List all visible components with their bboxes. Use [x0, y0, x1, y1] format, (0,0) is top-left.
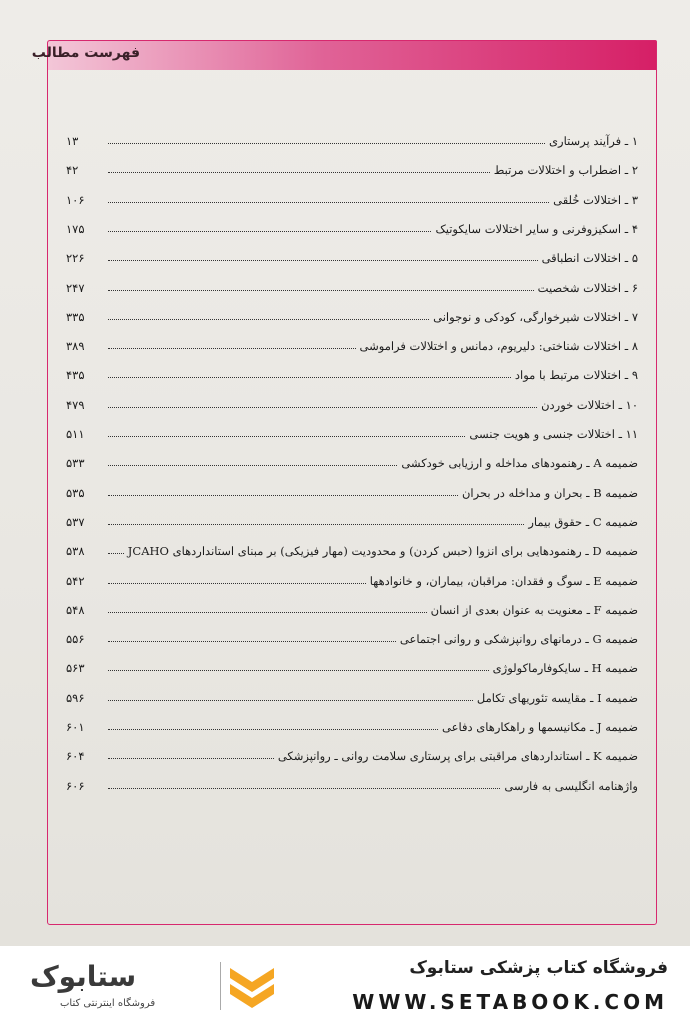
toc-row — [66, 712, 638, 734]
toc-leader-dots — [108, 641, 396, 642]
toc-leader-dots — [108, 758, 274, 759]
toc-page-number: ۴۷۹ — [66, 397, 85, 412]
toc-title: ۷ ـ اختلالات شیرخوارگی، کودکی و نوجوانی — [433, 309, 638, 324]
toc-leader-dots — [108, 612, 427, 613]
toc-page-number: ۳۳۵ — [66, 309, 85, 324]
toc-leader-dots — [108, 553, 124, 554]
toc-row — [66, 419, 638, 441]
toc-leader-dots — [108, 436, 465, 437]
toc-title: ۹ ـ اختلالات مرتبط با مواد — [514, 368, 638, 383]
toc-leader-dots — [108, 524, 524, 525]
toc-title: ۵ ـ اختلالات انطباقی — [541, 251, 638, 266]
toc-title: ضمیمه K ـ استانداردهای مراقبتی برای پرستاری سلامت روانی ـ روانپزشکی — [277, 749, 638, 764]
toc-row — [66, 741, 638, 763]
toc-page-number: ۵۶۳ — [66, 661, 85, 676]
toc-leader-dots — [108, 495, 458, 496]
toc-leader-dots — [108, 319, 429, 320]
toc-leader-dots — [108, 231, 431, 232]
toc-row — [66, 155, 638, 177]
toc-row — [66, 448, 638, 470]
toc-row — [66, 243, 638, 265]
logo-tagline: فروشگاه اینترنتی کتاب — [60, 998, 156, 1009]
toc-page-number: ۶۰۴ — [66, 749, 85, 764]
toc-title: ۳ ـ اختلالات خُلقی — [553, 192, 638, 207]
toc-title: ضمیمه J ـ مکانیسمها و راهکارهای دفاعی — [442, 720, 638, 734]
toc-row — [66, 302, 638, 324]
toc-page-number: ۴۲ — [66, 163, 79, 178]
toc-row — [66, 478, 638, 500]
toc-page-number: ۲۲۶ — [66, 251, 85, 266]
toc-title: ضمیمه D ـ رهنمودهایی برای انزوا (حبس کردن) و محدودیت (مهار فیزیکی) بر مبنای استانداردهای JCAHO — [127, 544, 638, 559]
store-name: فروشگاه کتاب پزشکی ستابوک — [409, 958, 668, 978]
toc-row — [66, 771, 638, 793]
page-title: فهرست مطالب — [31, 45, 140, 61]
toc-row — [66, 566, 638, 588]
toc-page-number: ۵۵۶ — [66, 632, 85, 647]
toc-title: ضمیمه A ـ رهنمودهای مداخله و ارزیابی خودکشی — [401, 456, 638, 471]
toc-leader-dots — [108, 583, 366, 584]
toc-title: ضمیمه F ـ معنویت به عنوان بعدی از انسان — [430, 602, 638, 617]
toc-leader-dots — [108, 348, 356, 349]
toc-page-number: ۵۹۶ — [66, 690, 85, 705]
toc-row — [66, 360, 638, 382]
toc-title: ضمیمه E ـ سوگ و فقدان: مراقبان، بیماران، و خانوادهها — [369, 573, 638, 588]
toc-page-number: ۲۴۷ — [66, 280, 85, 295]
toc-leader-dots — [108, 407, 537, 408]
toc-leader-dots — [108, 465, 397, 466]
toc-leader-dots — [108, 788, 500, 789]
toc-page-number: ۴۳۵ — [66, 368, 85, 383]
toc-leader-dots — [108, 729, 438, 730]
toc-page-number: ۵۴۲ — [66, 573, 85, 588]
toc-title: ۴ ـ اسکیزوفرنی و سایر اختلالات سایکوتیک — [435, 221, 638, 236]
toc-title: ۱۰ ـ اختلالات خوردن — [541, 397, 638, 412]
toc-page-number: ۵۳۵ — [66, 485, 85, 500]
toc-row — [66, 214, 638, 236]
logo-divider — [220, 962, 221, 1010]
toc-page-number: ۵۱۱ — [66, 427, 85, 441]
toc-row — [66, 390, 638, 412]
toc-title: ۶ ـ اختلالات شخصیت — [537, 280, 638, 295]
toc-page-number: ۵۳۸ — [66, 544, 85, 559]
toc-title: ۱۱ ـ اختلالات جنسی و هویت جنسی — [469, 427, 638, 441]
toc-page-number: ۵۳۳ — [66, 456, 85, 471]
toc-row — [66, 273, 638, 295]
toc-page-number: ۵۴۸ — [66, 602, 85, 617]
toc-row — [66, 331, 638, 353]
toc-leader-dots — [108, 202, 549, 203]
store-url[interactable]: WWW.SETABOOK.COM — [352, 990, 668, 1014]
toc-title: ضمیمه B ـ بحران و مداخله در بحران — [461, 485, 638, 500]
toc-page-number: ۱۳ — [66, 134, 79, 148]
toc-leader-dots — [108, 260, 538, 261]
toc-page-number: ۳۸۹ — [66, 339, 85, 354]
toc-leader-dots — [108, 143, 545, 144]
toc-page-number: ۶۰۶ — [66, 778, 85, 793]
toc-row — [66, 653, 638, 675]
toc-page-number: ۱۷۵ — [66, 221, 85, 236]
setabook-logo-icon — [226, 960, 278, 1012]
toc-page-number: ۱۰۶ — [66, 192, 85, 207]
toc-title: ضمیمه H ـ سایکوفارماکولوژی — [492, 661, 638, 676]
toc-row — [66, 624, 638, 646]
toc-title: ۸ ـ اختلالات شناختی: دلیریوم، دمانس و اختلالات فراموشی — [359, 339, 638, 354]
toc-leader-dots — [108, 377, 511, 378]
toc-title: واژهنامه انگلیسی به فارسی — [504, 778, 638, 793]
toc-row — [66, 126, 638, 148]
toc-title: ضمیمه C ـ حقوق بیمار — [528, 514, 638, 529]
toc-title: ضمیمه G ـ درمانهای روانپزشکی و روانی اجتماعی — [399, 632, 638, 647]
toc-leader-dots — [108, 290, 534, 291]
toc-row — [66, 595, 638, 617]
toc-title: ضمیمه I ـ مقایسه تئوریهای تکامل — [476, 690, 638, 705]
toc-row — [66, 507, 638, 529]
logo-wordmark: ستابوک — [30, 960, 137, 993]
toc-title: ۱ ـ فرآیند پرستاری — [549, 134, 638, 148]
toc-row — [66, 536, 638, 558]
toc-leader-dots — [108, 700, 473, 701]
toc-row — [66, 185, 638, 207]
toc-row — [66, 683, 638, 705]
toc-page-number: ۶۰۱ — [66, 720, 85, 734]
toc-leader-dots — [108, 670, 489, 671]
toc-leader-dots — [108, 172, 490, 173]
toc-title: ۲ ـ اضطراب و اختلالات مرتبط — [493, 163, 638, 178]
toc-page-number: ۵۳۷ — [66, 514, 85, 529]
